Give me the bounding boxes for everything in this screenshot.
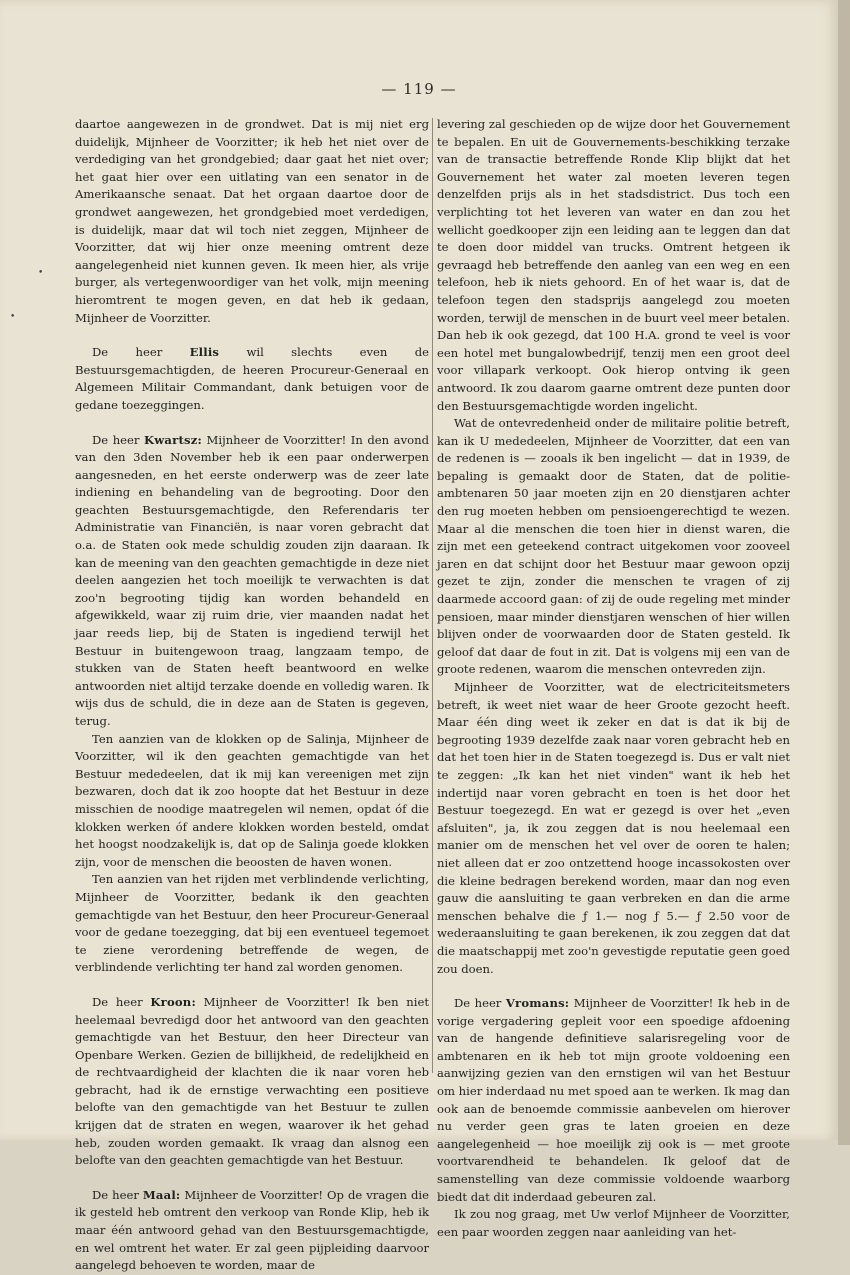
speaker-name: Maal: [142,1187,181,1202]
page-number: — 119 — [381,80,457,98]
paragraph: daartoe aangewezen in de grondwet. Dat is mij niet erg duidelijk, Mijnheer de Voorzitter; ik heb het niet over de verdediging van het grondgebied; daar gaat het niet over; het gaat hier over een uitlating van een senator in de Amerikaansche senaat. Dat het orgaan daartoe door de grondwet aangewezen, het grondgebied moet verdedigen, is duidelijk, maar dat wil toch niet zeggen, Mijnheer de Voorzitter, dat wij hier onze meening omtrent deze aangelegenheid niet kunnen geven. Ik meen hier, als vrije burger, als vertegenwoordiger van het volk, mijn meening hieromtrent te mogen geven, en dat heb ik gedaan, Mijnheer de Voorzitter. [75,117,429,325]
paragraph: De heer Kroon: Mijnheer de Voorzitter! Ik ben niet heelemaal bevredigd door het antwoord van den geachten gemachtigde van het Bestuur, den heer Directeur van Openbare Werken. Gezien de billijkheid, de redelijkheid en de rechtvaardigheid der klachten die ik naar voren heb gebracht, had ik de ernstige verwachting een positieve belofte van den gemachtigde van het Bestuur te zullen krijgen dat de straten en wegen, waarover ik het gehad heb, zouden worden gemaakt. Ik vraag dan alsnog een belofte van den geachten gemachtigde van het Bestuur. [75,994,430,1168]
paragraph: Wat de ontevredenheid onder de militaire politie betreft, kan ik U mededeelen, Mijnheer de Voorzitter, dat een van de redenen is — zooals ik ben ingelicht — dat in 1939, de bepaling is gemaakt door de Staten, dat de politie-ambtenaren 50 jaar moeten zijn en 20 dienstjaren achter den rug moeten hebben om pensioengerechtigd te wezen. Maar al die menschen die toen hier in dienst waren, die zijn met een geteekend contract uitgekomen voor zooveel jaren en dat schijnt door het Bestuur maar gewoon opzij gezet te zijn, zonder die menschen te vragen of zij daarmede accoord gaan: of zij de oude regeling met minder pensioen, maar minder dienstjaren wenschen of hier willen blijven onder de voorwaarden door de Staten gesteld. Ik geloof dat daar de fout in zit. Dat is volgens mij een van de groote redenen, waarom die menschen ontevreden zijn. [437,416,790,677]
margin-dot: • [38,268,44,278]
paragraph: Ten aanzien van de klokken op de Salinja, Mijnheer de Voorzitter, wil ik den geachten gemachtigde van het Bestuur mededeelen, dat ik mij kan vereenigen met zijn bezwaren, doch dat ik zoo hoopte dat het Bestuur in deze misschien de noodige maatregelen wil nemen, opdat óf die klokken werken óf andere klokken worden besteld, omdat het hoogst noodzakelijk is, dat op de Salinja goede klokken zijn, voor de menschen die beoosten de haven wonen. [75,731,429,869]
right-column [437,116,790,1241]
paragraph: levering zal geschieden op de wijze door het Gouvernement te bepalen. En uit de Gouvernements-beschikking terzake van de transactie betreffende Ronde Klip blijkt dat het Gouvernement het water zal moeten leveren tegen denzelfden prijs als in het stadsdistrict. Dus toch een verplichting tot het leveren van water en dan zou het wellicht goedkooper zijn een leiding aan te leggen dan dat te doen door middel van trucks. Omtrent hetgeen ik gevraagd heb betreffende den aanleg van een weg en een telefoon, heb ik niets gehoord. En of het waar is, dat de telefoon tegen den stadsprijs aangelegd zou moeten worden, terwijl de menschen in de buurt veel meer betalen. Dan heb ik ook gezegd, dat 100 H.A. grond te veel is voor een hotel met bungalowbedrijf, tenzij men een groot deel voor villapark verkoopt. Ook hierop ontving ik geen antwoord. Ik zou daarom gaarne omtrent deze punten door den Bestuursgemachtigde worden ingelicht. [437,117,790,413]
page-edge [838,0,850,1145]
paragraph: Ik zou nog graag, met Uw verlof Mijnheer de Voorzitter, een paar woorden zeggen naar aanleiding van het- [437,1207,790,1239]
paragraph: De heer Maal: Mijnheer de Voorzitter! Op de vragen die ik gesteld heb omtrent den verkoop van Ronde Klip, heb ik maar één antwoord gehad van den Bestuursgemachtigde, en wel omtrent het water. Er zal geen pijpleiding daarvoor aangelegd behoeven te worden, maar de [75,1187,429,1273]
paragraph: Ten aanzien van het rijden met verblindende verlichting, Mijnheer de Voorzitter, bedank ik den geachten gemachtigde van het Bestuur, den heer Procureur-Generaal voor de gedane toezegging, dat bij een eventueel tegemoet te ziene verordening betreffende de wegen, de verblindende verlichting ter hand zal worden genomen. [75,872,429,975]
paragraph: De heer Vromans: Mijnheer de Voorzitter! Ik heb in de vorige vergadering gepleit voor een spoedige afdoening van de hangende definitieve salarisregeling voor de ambtenaren en ik heb tot mijn groote voldoening een aanwijzing gezien van den ernstigen wil van het Bestuur om hier inderdaad nu met spoed aan te werken. Ik mag dan ook aan de benoemde commissie aanbevelen om hierover nu verder geen gras te laten groeien en deze aangelegenheid — hoe moeilijk zij ook is — met groote voortvarendheid te behandelen. Ik geloof dat de samenstelling van deze commissie voldoende waarborg biedt dat dit inderdaad gebeuren zal. [437,996,790,1204]
speaker-name: Vromans: [505,996,570,1011]
paragraph: De heer Ellis wil slechts even de Bestuursgemachtigden, de heeren Procureur-Generaal en Algemeen Militair Commandant, dank betuigen voor de gedane toezeggingen. [75,345,429,412]
left-column [75,116,429,1275]
margin-dot: • [10,312,16,322]
paragraph: Mijnheer de Voorzitter, wat de electriciteitsmeters betreft, ik weet niet waar de heer Groote gezocht heeft. Maar één ding weet ik zeker en dat is dat ik bij de begrooting 1939 dezelfde zaak naar voren gebracht heb en dat het toen hier in de Staten toegezegd is. Dus er valt niet te zeggen: „Ik kan het niet vinden" want ik heb het indertijd naar voren gebracht en toen is het door het Bestuur toegezegd. En wat er gezegd is over het „even afsluiten", ja, ik zou zeggen dat is nou heelemaal een manier om de menschen het vel over de ooren te halen; niet alleen dat er zoo ontzettend hooge incassokosten over die kleine bedragen berekend worden, maar dan nog even gauw die aansluiting te gaan verbreken en dan die arme menschen behalve die ƒ 1.— nog ƒ 5.— ƒ 2.50 voor de wederaansluiting te gaan berekenen, ik zou zeggen dat dat die maatschappij met zoo'n gevestigde reputatie geen goed zou doen. [437,680,790,976]
speaker-name: Kwartsz: [143,432,202,447]
paragraph: De heer Kwartsz: Mijnheer de Voorzitter! In den avond van den 3den November heb ik een paar onderwerpen aangesneden, en het eerste onderwerp was de zeer late indiening en behandeling van de begrooting. Door den geachten Bestuursgemachtigde, den Referendaris ter Administratie van Financiën, is naar voren gebracht dat o.a. de Staten ook mede schuldig zouden zijn daaraan. Ik kan de meening van den geachten gemachtigde in deze niet deelen aangezien het toch moeilijk te verwachten is dat zoo'n begrooting tijdig kan worden behandeld en afgewikkeld, waar zij ruim drie, vier maanden nadat het jaar reeds liep, bij de Staten is ingediend terwijl het Bestuur in buitengewoon traag, langzaam tempo, de stukken van de Staten heeft beantwoord en welke antwoorden niet altijd terzake doende en volledig waren. Ik wijs dus de schuld, die in deze aan de Staten is gegeven, terug. [75,432,429,728]
speaker-name: Ellis [189,345,220,360]
speaker-name: Kroon: [150,994,196,1009]
column-divider [432,118,433,1073]
